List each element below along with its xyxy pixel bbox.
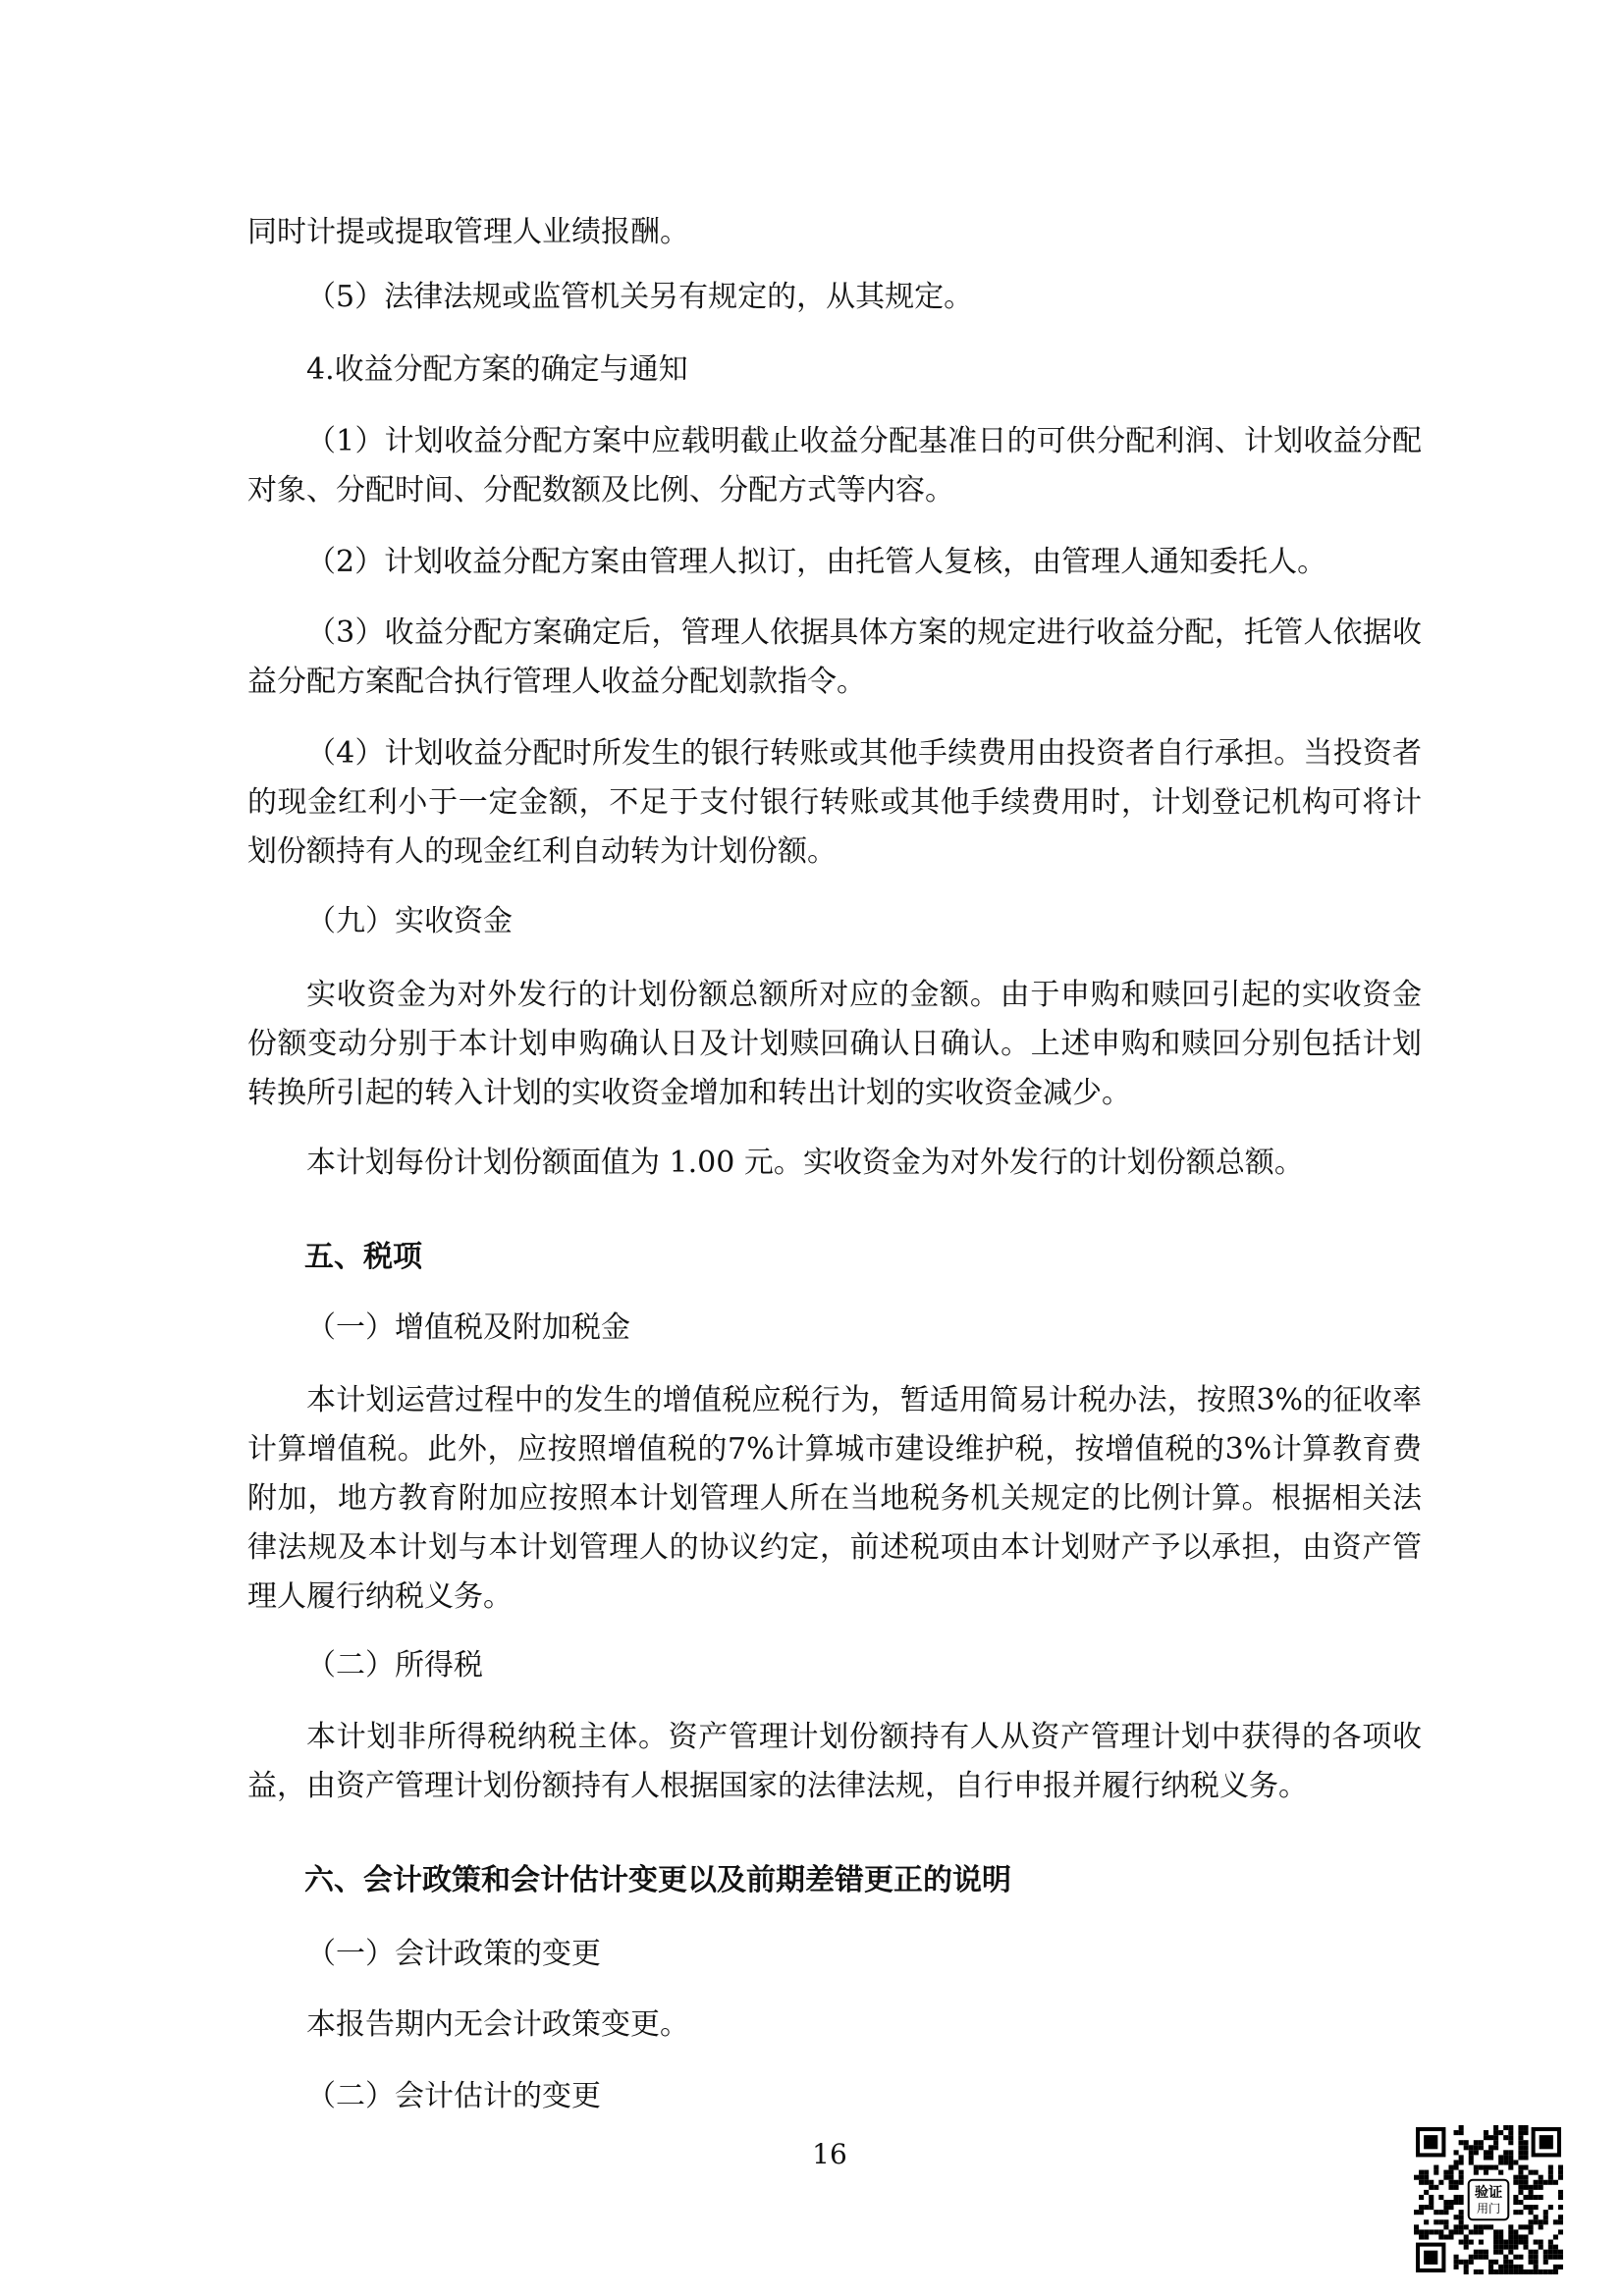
paragraph-subsection-4: 4.收益分配方案的确定与通知 [306,352,688,387]
section-title-policy-change: （一）会计政策的变更 [306,1937,601,1971]
qr-caption-2: 用门 [1476,2202,1501,2216]
section-title-income-tax: （二）所得税 [306,1648,483,1682]
paragraph-no-policy-change: 本报告期内无会计政策变更。 [306,2007,689,2042]
paragraph-continuation: 同时计提或提取管理人业绩报酬。 [247,215,689,249]
page-number: 16 [812,2138,847,2170]
paragraph-rule-5: （5）法律法规或监管机关另有规定的，从其规定。 [306,280,974,314]
paragraph-item-4: （4）计划收益分配时所发生的银行转账或其他手续费用由投资者自行承担。当投资者的现金红利小于一定金额，不足于支付银行转账或其他手续费用时，计划登记机构可将计划份额持有人的现金红利自动转为计划份额。 [247,736,1422,869]
section-title-vat: （一）增值税及附加税金 [306,1310,630,1345]
qr-code-icon [1414,2125,1563,2274]
heading-taxes: 五、税项 [304,1240,422,1274]
section-title-estimate-change: （二）会计估计的变更 [306,2079,601,2113]
paragraph-item-3: （3）收益分配方案确定后，管理人依据具体方案的规定进行收益分配，托管人依据收益分配方案配合执行管理人收益分配划款指令。 [247,615,1422,699]
paragraph-item-2: （2）计划收益分配方案由管理人拟订，由托管人复核，由管理人通知委托人。 [306,545,1327,579]
paragraph-par-value: 本计划每份计划份额面值为 1.00 元。实收资金为对外发行的计划份额总额。 [306,1146,1304,1180]
paragraph-vat: 本计划运营过程中的发生的增值税应税行为，暂适用简易计税办法，按照3%的征收率计算增值税。此外，应按照增值税的7%计算城市建设维护税，按增值税的3%计算教育费附加，地方教育附加应按照本计划管理人所在当地税务机关规定的比例计算。根据相关法律法规及本计划与本计划管理人的协议约定，前述税项由本计划财产予以承担，由资产管理人履行纳税义务。 [247,1383,1422,1614]
qr-caption: 验证 [1474,2184,1503,2201]
paragraph-income-tax: 本计划非所得税纳税主体。资产管理计划份额持有人从资产管理计划中获得的各项收益，由资产管理计划份额持有人根据国家的法律法规，自行申报并履行纳税义务。 [247,1720,1422,1803]
paragraph-paid-in-capital: 实收资金为对外发行的计划份额总额所对应的金额。由于申购和赎回引起的实收资金份额变动分别于本计划申购确认日及计划赎回确认日确认。上述申购和赎回分别包括计划转换所引起的转入计划的实收资金增加和转出计划的实收资金减少。 [247,978,1422,1110]
section-title-paid-in-capital: （九）实收资金 [306,904,513,938]
paragraph-item-1: （1）计划收益分配方案中应载明截止收益分配基准日的可供分配利润、计划收益分配对象、分配时间、分配数额及比例、分配方式等内容。 [247,424,1422,507]
heading-accounting-changes: 六、会计政策和会计估计变更以及前期差错更正的说明 [304,1863,1011,1897]
